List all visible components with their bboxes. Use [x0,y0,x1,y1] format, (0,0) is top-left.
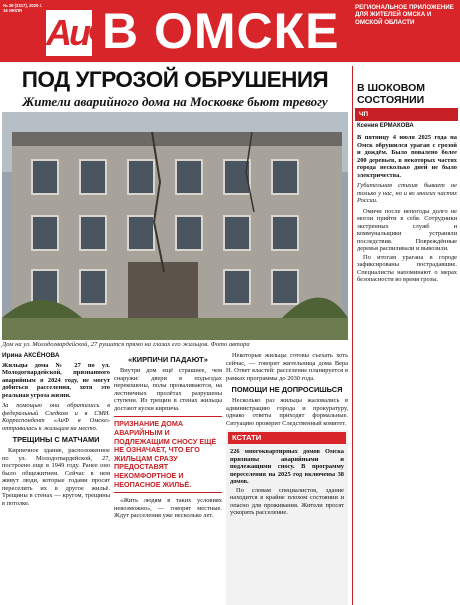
right-column-intro: Губительная стихия бывает не только у нас, но и во многих частях России. [357,182,457,204]
article-author: Ирина АКСЁНОВА [2,352,60,359]
sidebar-text: 226 многоквартирных домов Омска признаны аварийными и подлежащими сносу. В программу переселения на 2025 год включены 38 домов. [230,448,344,485]
right-column-title: В ШОКОВОМ СОСТОЯНИИ [357,82,426,106]
column-3-text: Некоторые жильцы готовы съехать хоть сейчас, — говорит жительница дома Вера Н. Ответ властей: расселение планируется в рамках программы до 2030 года. [226,352,348,382]
sidebar-content [230,448,344,518]
article-subhead: Жители аварийного дома на Московке бьют тревогу [22,94,328,109]
article-intro: За помощью они обратились в федеральный Следком и в СМИ. Корреспондент «АиФ в Омске» отправилась к жильцам на место. [2,402,110,432]
column-4-text: По словам специалистов, здание находится в крайне плохом состоянии и опасно для проживания. Жители просят ускорить расселение. [230,486,344,516]
article-column-3 [226,352,348,428]
column-2-text: Внутри дом ещё страшнее, чем снаружи: двери в подъездах перекошены, полы проваливаются, на лестничных пролётах разрушены ступени. Из трещин в стенах жильцы достают куски кирпича. [114,367,222,412]
masthead [0,0,460,62]
right-column-body [357,134,457,285]
article-column-2 [114,352,222,521]
article-headline: ПОД УГРОЗОЙ ОБРУШЕНИЯ [21,67,329,92]
sidebar-heading: КСТАТИ [228,432,346,444]
column-divider [352,66,353,605]
right-column-tag: ЧП [355,108,458,121]
article-lead: Жильцы дома № 27 по ул. Молодогвардейской, признанного аварийным в 2024 году, не могут добиться расселения, хотя это реальная угроза жизни. [2,361,110,399]
right-column-text: Омичи после непогоды долго не могли прийти в себя. Сотрудники экстренных служб и коммунальщики устраняли последствия. Повреждённые деревья распиливали и вывозили. [357,207,457,252]
column-3-tail: Несколько раз жильцы жаловались в администрацию города и прокуратуру, однако ответы приходят формальные. Ситуацию проверит Следственный комитет. [226,397,348,427]
right-column-lead: В пятницу 4 июля 2025 года на Омск обрушился ураган с грозой и дождём. Было повалено более 200 деревьев, в некоторых частях города несколько дней не было электричества. [357,134,457,179]
regional-note: РЕГИОНАЛЬНОЕ ПРИЛОЖЕНИЕ ДЛЯ ЖИТЕЛЕЙ ОМСКА И ОМСКОЙ ОБЛАСТИ [355,4,454,26]
photo-caption: Дом на ул. Молодогвардейской, 27 рушится прямо на глазах его жильцов. Фото автора [2,341,250,348]
column-2-tail: «Жить людям в таких условиях невозможно», — говорят местные. Ждут расселения уже несколько лет. [114,497,222,520]
right-column-text-2: По итогам урагана в городе зафиксированы пострадавшие. Специалисты напоминают о мерах безопасности во время грозы. [357,253,457,283]
subheading-cracks: ТРЕЩИНЫ С МАТЧАМИ [12,435,100,444]
building-photo [2,112,348,340]
pull-quote: ПРИЗНАНИЕ ДОМА АВАРИЙНЫМ И ПОДЛЕЖАЩИМ СНОСУ ЕЩЁ НЕ ОЗНАЧАЕТ, ЧТО ЕГО ЖИЛЬЦАМ СРАЗУ ПРЕДОСТАВЯТ НЕКОМФОРТНОЕ И НЕОПАСНОЕ ЖИЛЬЁ. [114,416,222,493]
building-illustration [2,112,348,340]
aif-logo: АиФ [46,10,92,56]
subheading-help: ПОМОЩИ НЕ ДОПРОСИШЬСЯ [231,385,343,394]
publication-title: В ОМСКЕ [102,3,340,59]
subheading-bricks: «КИРПИЧИ ПАДАЮТ» [128,355,208,364]
right-column-author: Ксения ЕРМАКОВА [357,123,414,129]
issue-number: № 29 (2317), 2025 г. 16 ИЮЛЯ [3,3,43,13]
column-1-text: Кирпичное здание, расположенное по ул. Молодогвардейской, 27, построено еще в 1949 году. Ранее оно было общежитием. Сейчас в нем живут люди, которые годами просят переселить их в другое жильё. Трещины в стенах — кругом, трещины в потолке. [2,447,110,507]
article-column-1 [2,352,110,508]
